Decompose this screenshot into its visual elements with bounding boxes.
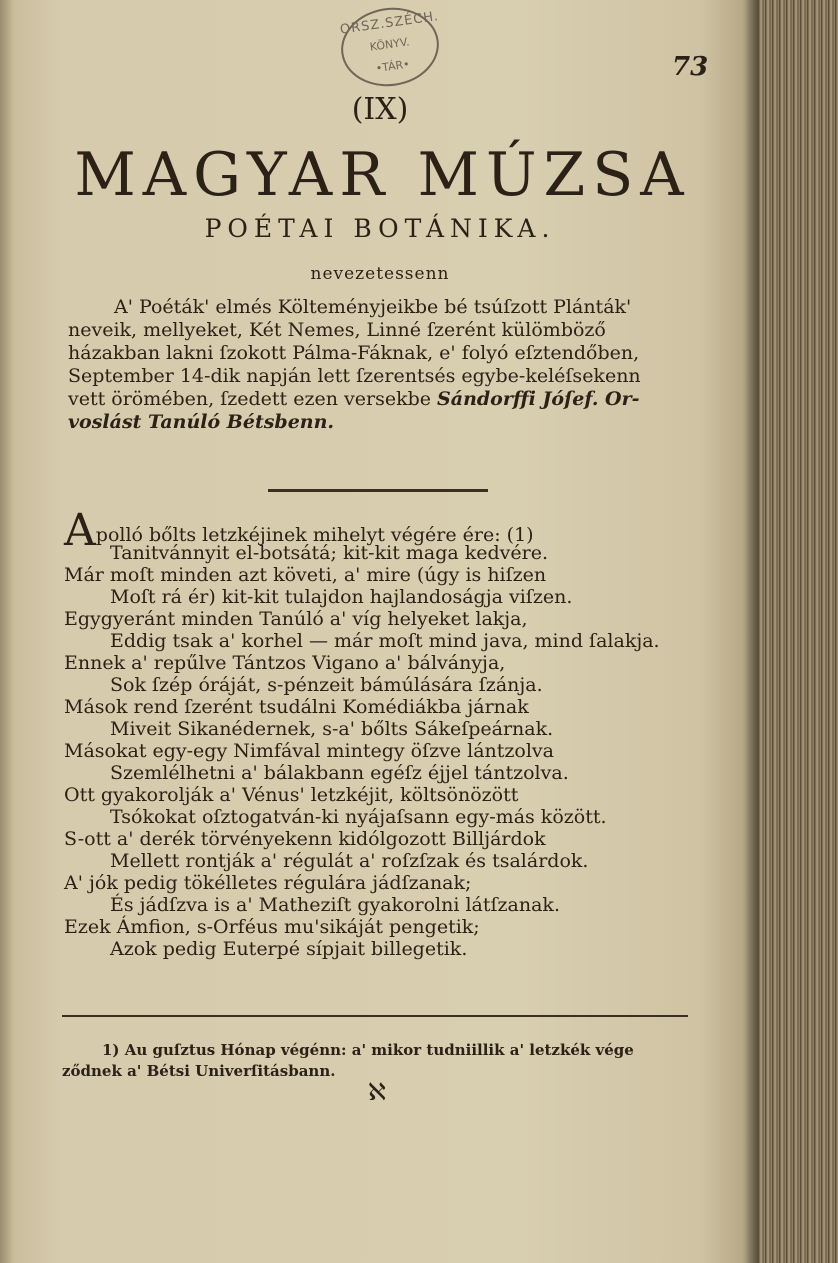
poem-line: Azok pedig Euterpé sípjait billegetik. (110, 938, 468, 960)
poem-line: Miveit Sikanédernek, s-a' bőlts Sákeſpeárnak. (110, 718, 554, 740)
poem-line-text: polló bőlts letzkéjinek mihelyt végére ére: (1) (95, 524, 534, 546)
intro-line-text: vett örömében, ſzedett ezen versekbe (68, 388, 431, 410)
divider-rule (268, 489, 488, 492)
drop-cap: A (64, 505, 96, 556)
poem-line: Tanitvánnyit el-botsátá; kit-kit maga kedvére. (110, 542, 549, 564)
subtitle-word: nevezetessenn (310, 264, 450, 284)
intro-line: házakban lakni ſzokott Pálma-Fáknak, e' folyó eſztendőben, (68, 342, 640, 364)
poem-line: És jádſzva is a' Matheziſt gyakorolni látſzanak. (110, 894, 560, 916)
poem-line: Moſt rá ér) kit-kit tulajdon hajlandoságja viſzen. (110, 586, 573, 608)
poem (64, 505, 704, 960)
poem-line: Ennek a' repűlve Tántzos Vigano a' bálványja, (64, 652, 506, 674)
section-number: (IX) (351, 92, 409, 127)
poem-line: Másokat egy-egy Nimfával mintegy öſzve lántzolva (64, 740, 554, 762)
poem-line: Mellett rontják a' régulát a' roſzſzak és tsalárdok. (110, 850, 589, 872)
footnote-rule (62, 1015, 688, 1017)
poem-line: Ott gyakorolják a' Vénus' letzkéjit, költsönözött (64, 784, 519, 806)
page-subtitle: POÉTAI BOTÁNIKA. (204, 214, 556, 243)
intro-author-line-2: voslást Tanúló Bétsbenn. (68, 411, 335, 433)
page-number: 73 (672, 52, 709, 82)
signature-mark: ℵ (368, 1078, 386, 1106)
library-stamp (336, 2, 444, 93)
page-title: MAGYAR MÚZSA (74, 140, 691, 210)
intro-line: neveik, mellyeket, Két Nemes, Linné ſzerént külömböző (68, 319, 606, 341)
intro-author: Sándorffi Jóſef. Or- (437, 388, 640, 410)
footnote-line: 1) Au guſztus Hónap végénn: a' mikor tudniillik a' letzkék vége (102, 1041, 634, 1059)
intro-line: September 14-dik napján lett ſzerentsés egybe-keléſsekenn (68, 365, 641, 387)
poem-line: Sok ſzép óráját, s-pénzeit bámúlására ſzánja. (110, 674, 543, 696)
poem-line: Tsókokat oſztogatván-ki nyájaſsann egy-más között. (110, 806, 607, 828)
poem-line: Egygyeránt minden Tanúló a' víg helyeket lakja, (64, 608, 528, 630)
stamp-line-1: ORSZ.SZÉCH. (339, 8, 440, 38)
footnote (62, 1040, 702, 1082)
footnote-line: ződnek a' Bétsi Univerſitásbann. (62, 1062, 336, 1080)
poem-line: Már moſt minden azt követi, a' mire (úgy is hiſzen (64, 564, 547, 586)
book-page-edges (758, 0, 838, 1263)
intro-line: A' Poéták' elmés Költeményjeikbe bé tsúſzott Plánták' (114, 296, 632, 318)
poem-line: Ezek Ámfion, s-Orféus mu'sikáját pengetik; (64, 916, 480, 938)
intro-paragraph (68, 296, 708, 434)
stamp-line-2: KÖNYV. (369, 35, 411, 54)
poem-line: Mások rend ſzerént tsudálni Komédiákba járnak (64, 696, 529, 718)
intro-line-with-author (68, 388, 708, 411)
poem-line: A' jók pedig tökélletes régulára jádſzanak; (64, 872, 472, 894)
poem-line: Szemlélhetni a' bálakbann egéſz éjjel tántzolva. (110, 762, 569, 784)
stamp-line-3: •TÁR• (374, 57, 411, 76)
poem-line: Eddig tsak a' korhel — már moſt mind java, mind ſalakja. (110, 630, 660, 652)
poem-line: S-ott a' derék törvényekenn kidólgozott Billjárdok (64, 828, 546, 850)
